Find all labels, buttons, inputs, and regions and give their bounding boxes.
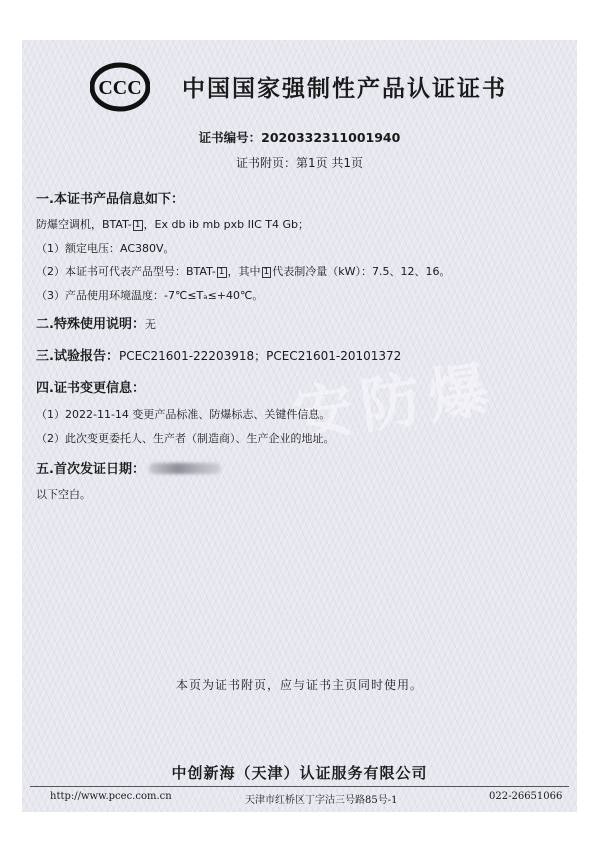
section5 <box>36 458 221 477</box>
logo-text: CCC <box>98 77 142 99</box>
ccc-logo <box>90 62 150 112</box>
test-reports: PCEC21601-22203918；PCEC21601-20101372 <box>118 349 402 363</box>
certificate-number: 证书编号：2020332311001940 <box>198 130 401 145</box>
section1-heading: 一.本证书产品信息如下： <box>36 192 184 207</box>
certificate-page <box>22 40 577 812</box>
footer-divider <box>30 786 569 787</box>
section3-heading: 三.试验报告： <box>36 349 119 364</box>
rated-voltage: （1）额定电压：AC380V。 <box>36 242 175 255</box>
section3 <box>36 345 401 364</box>
blank-note: 以下空白。 <box>36 488 91 501</box>
change-item: （1）2022-11-14 变更产品标准、防爆标志、关键件信息。 <box>36 408 331 421</box>
appendix-note: 本页为证书附页，应与证书主页同时使用。 <box>175 678 423 692</box>
footer-address: 天津市红桥区丁字沽三号路85号-1 <box>245 795 398 806</box>
section5-heading: 五.首次发证日期： <box>36 462 145 477</box>
section2 <box>36 313 156 332</box>
issuing-organization: 中创新海（天津）认证服务有限公司 <box>171 764 428 782</box>
footer-website: http://www.pcec.com.cn <box>50 791 172 802</box>
footer-phone: 022-26651066 <box>489 791 563 802</box>
boxed-symbol: 1 <box>263 267 270 277</box>
certificate-title: 中国国家强制性产品认证证书 <box>182 76 507 102</box>
product-description: 防爆空调机，BTAT- 1 ，Ex db ib mb pxb IIC T4 Gb； <box>36 218 310 231</box>
representative-models: （2）本证书可代表产品型号：BTAT- 1 ，其中 1 代表制冷量（kW）：7.5、12、16。 <box>36 265 451 278</box>
boxed-symbol: 1 <box>218 267 225 277</box>
watermark-text: 安防爆 <box>288 354 501 452</box>
ambient-temperature: （3）产品使用环境温度：-7℃≤Tₐ≤+40℃。 <box>36 289 264 302</box>
redacted-issue-date <box>149 463 221 474</box>
change-item: （2）此次变更委托人、生产者（制造商）、生产企业的地址。 <box>36 432 335 445</box>
boxed-symbol: 1 <box>134 220 141 230</box>
appendix-page-label: 证书附页：第1页 共1页 <box>235 156 364 170</box>
section4-heading: 四.证书变更信息： <box>36 381 145 396</box>
special-use-value: 无 <box>144 318 156 331</box>
section2-heading: 二.特殊使用说明： <box>36 317 145 332</box>
